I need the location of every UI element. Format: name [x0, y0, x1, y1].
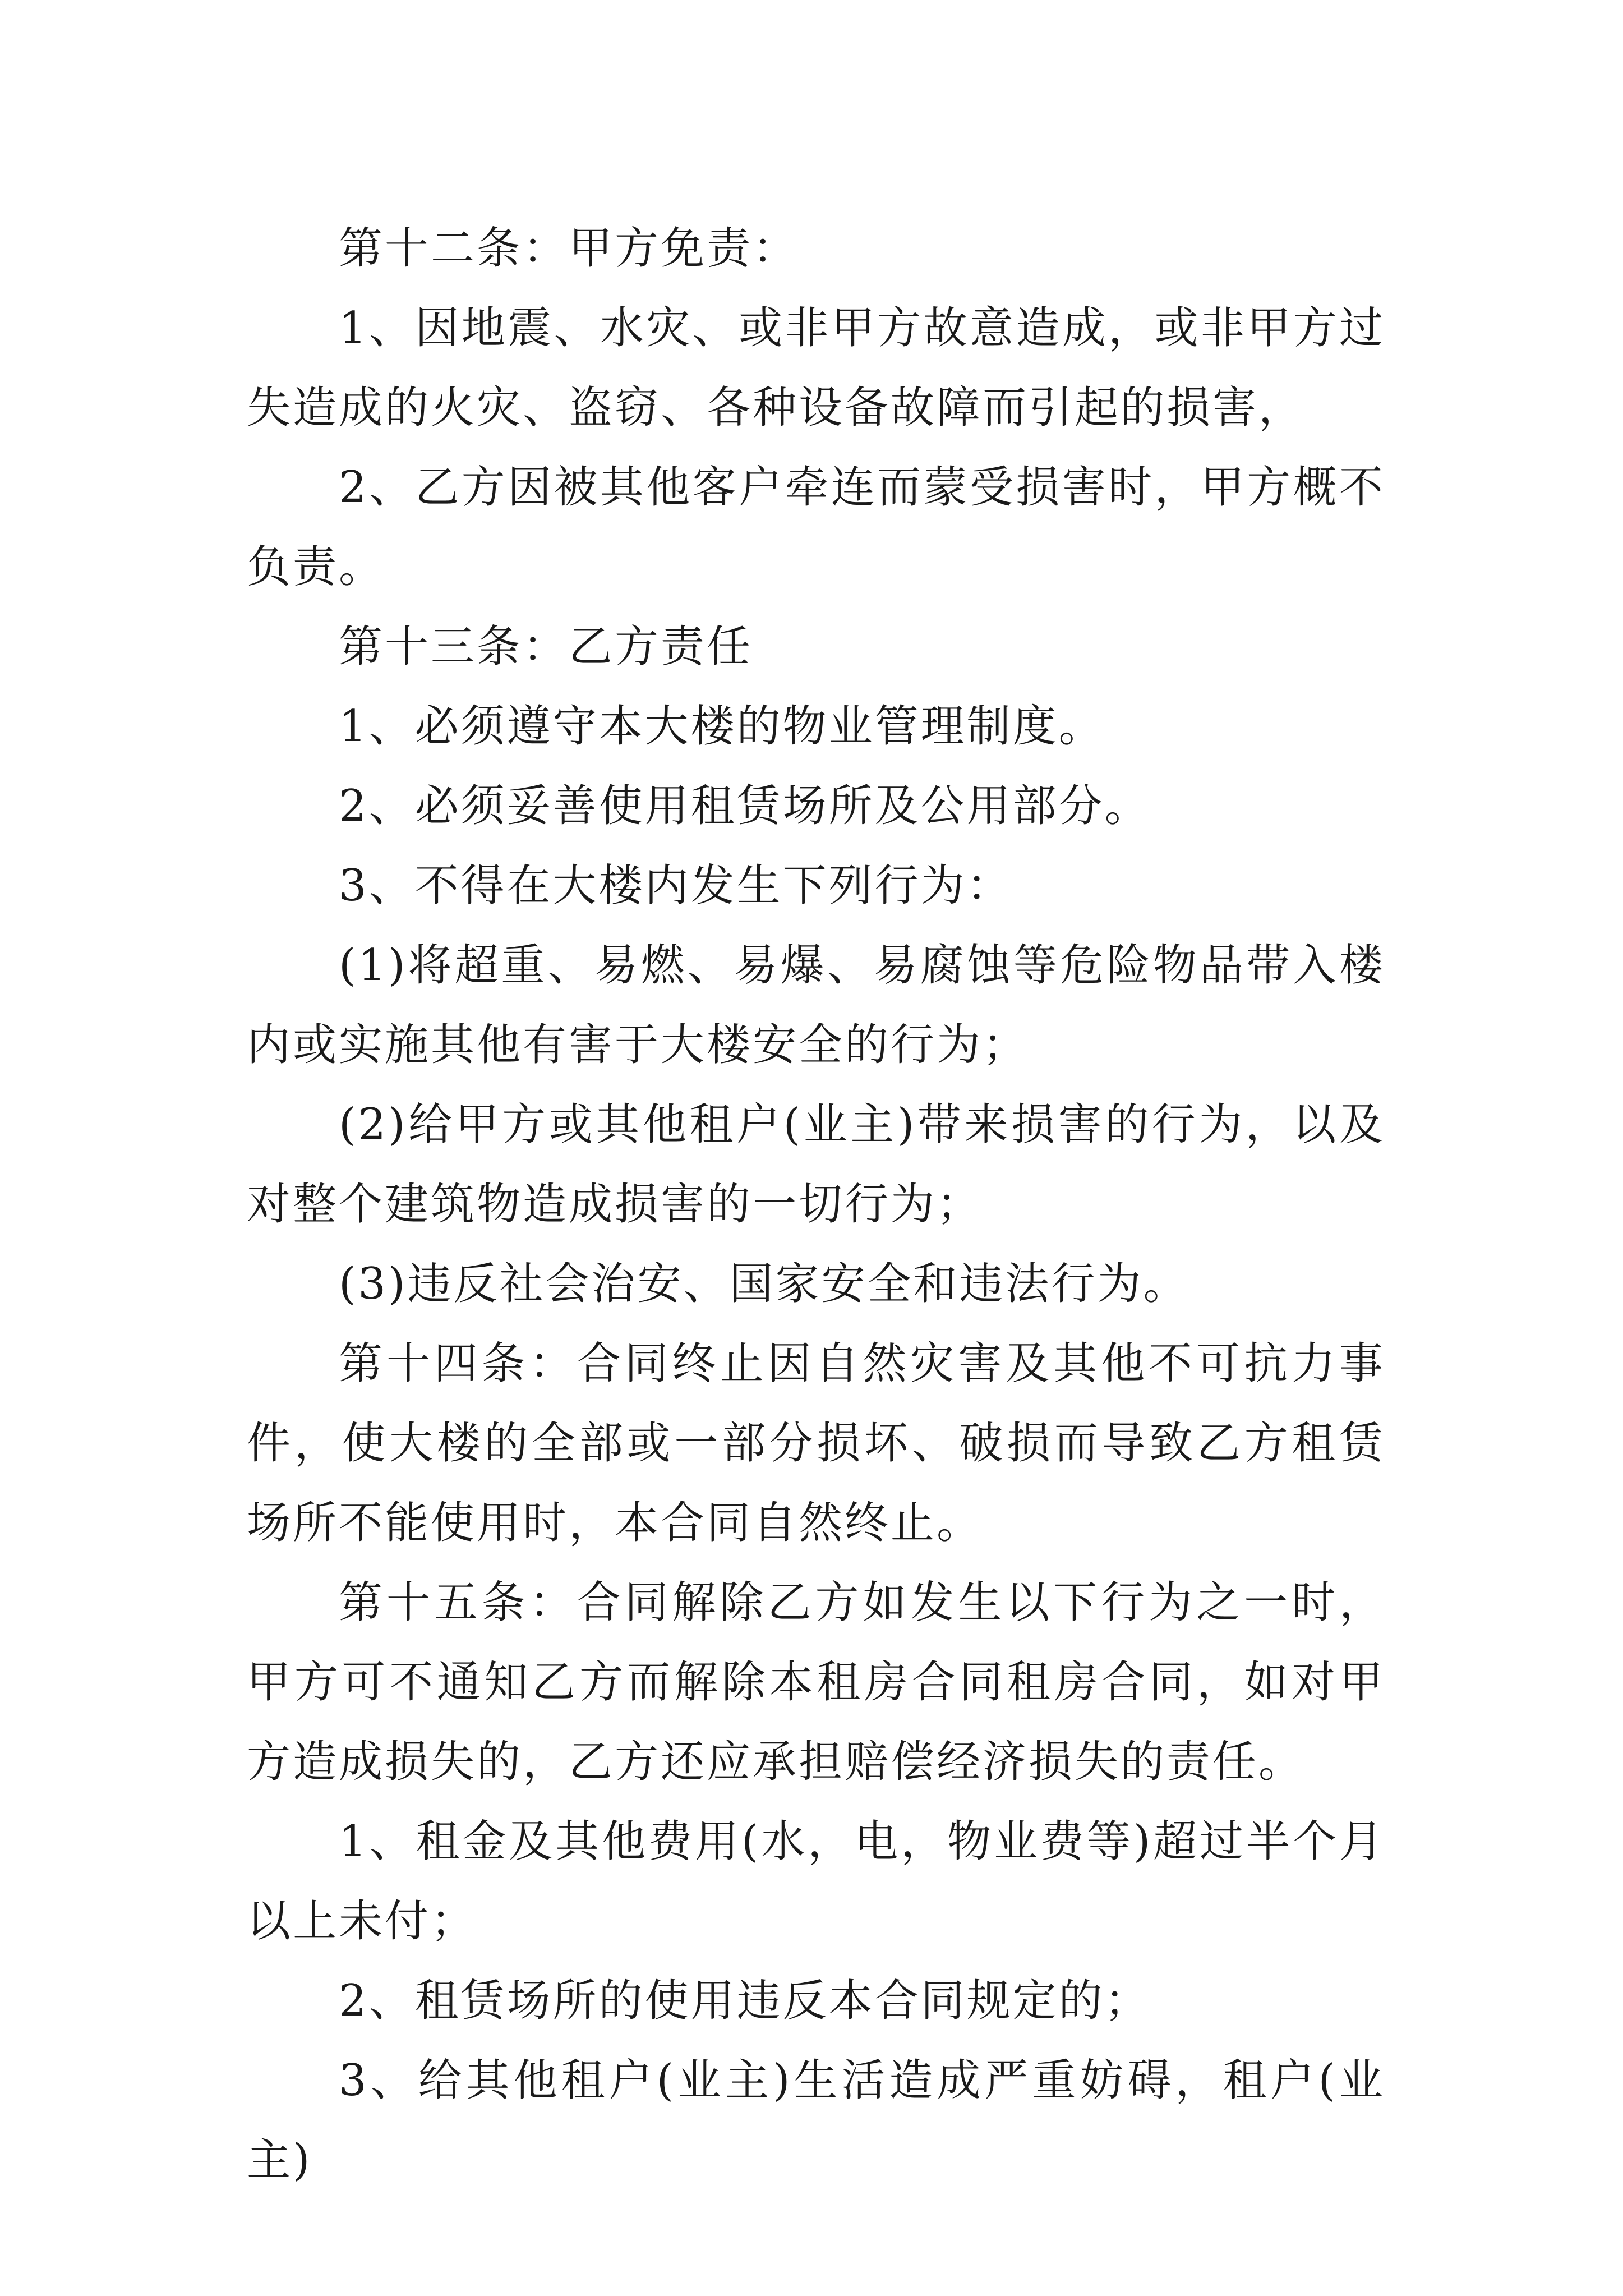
article-13-subitem-3: (3)违反社会治安、国家安全和违法行为。 [339, 1259, 1189, 1309]
article-13-subitem-1: (1)将超重、易燃、易爆、易腐蚀等危险物品带入楼内或实施其他有害于大楼安全的行为； [247, 940, 1385, 1070]
article-14-paragraph: 第十四条：合同终止因自然灾害及其他不可抗力事件，使大楼的全部或一部分损坏、破损而导致乙方租赁场所不能使用时，本合同自然终止。 [247, 1338, 1385, 1548]
article-15-item-1: 1、租金及其他费用(水，电，物业费等)超过半个月以上未付； [247, 1816, 1385, 1947]
article-15-paragraph: 第十五条：合同解除乙方如发生以下行为之一时，甲方可不通知乙方而解除本租房合同租房合同，如对甲方造成损失的，乙方还应承担赔偿经济损失的责任。 [247, 1577, 1385, 1787]
article-12-heading: 第十二条：甲方免责： [339, 223, 799, 274]
article-13-item-3: 3、不得在大楼内发生下列行为： [339, 861, 1013, 911]
article-13-subitem-2: (2)给甲方或其他租户(业主)带来损害的行为，以及对整个建筑物造成损害的一切行为； [247, 1099, 1385, 1230]
article-13-item-1: 1、必须遵守本大楼的物业管理制度。 [339, 701, 1105, 752]
article-15-item-2: 2、租赁场所的使用违反本合同规定的； [339, 1976, 1151, 2026]
article-13-heading: 第十三条：乙方责任 [339, 622, 753, 672]
article-15-item-3: 3、给其他租户(业主)生活造成严重妨碍，租户(业主) [247, 2055, 1385, 2185]
document-body [247, 209, 1385, 2200]
article-12-item-1: 1、因地震、水灾、或非甲方故意造成，或非甲方过失造成的火灾、盗窃、各种设备故障而引起的损害， [247, 303, 1385, 433]
article-13-item-2: 2、必须妥善使用租赁场所及公用部分。 [339, 781, 1151, 831]
article-12-item-2: 2、乙方因被其他客户牵连而蒙受损害时，甲方概不负责。 [247, 462, 1385, 592]
